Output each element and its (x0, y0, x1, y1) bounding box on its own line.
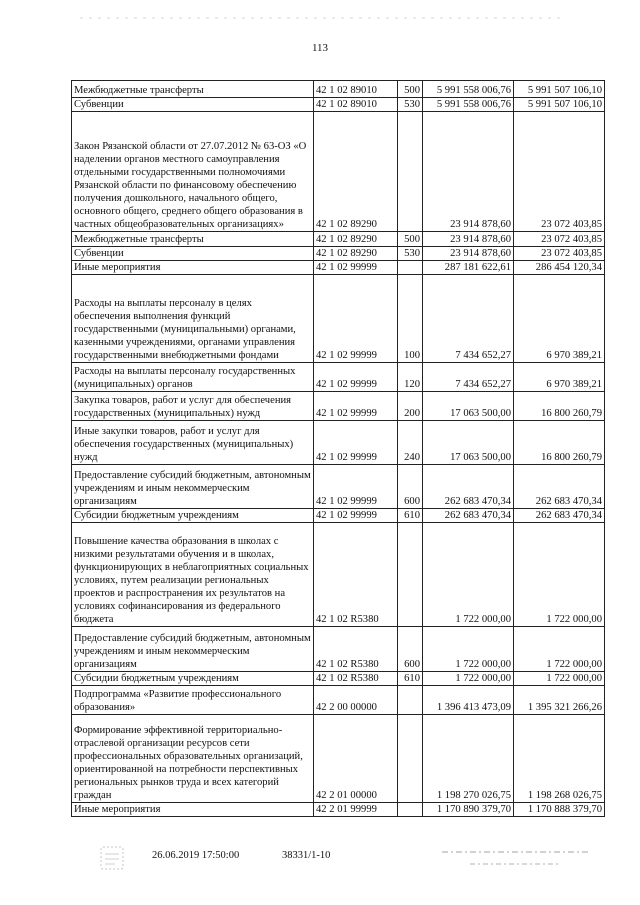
amount-executed: 6 970 389,21 (514, 275, 605, 363)
amount-2019: 287 181 622,61 (423, 261, 514, 275)
amount-executed: 23 072 403,85 (514, 232, 605, 247)
amount-executed: 16 800 260,79 (514, 392, 605, 421)
budget-table (71, 80, 605, 817)
amount-executed: 286 454 120,34 (514, 261, 605, 275)
amount-executed: 262 683 470,34 (514, 509, 605, 523)
amount-executed: 1 170 888 379,70 (514, 803, 605, 817)
target-article-code: 42 1 02 99999 (314, 421, 398, 465)
expense-type: 500 (398, 232, 423, 247)
amount-2019: 7 434 652,27 (423, 275, 514, 363)
expense-type: 500 (398, 81, 423, 98)
row-name: Субсидии бюджетным учреждениям (72, 509, 314, 523)
row-name: Межбюджетные трансферты (72, 232, 314, 247)
table-row (72, 98, 605, 112)
amount-2019: 1 722 000,00 (423, 627, 514, 672)
target-article-code: 42 1 02 99999 (314, 465, 398, 509)
expense-type (398, 112, 423, 232)
amount-2019: 1 198 270 026,75 (423, 715, 514, 803)
expense-type (398, 803, 423, 817)
amount-2019: 23 914 878,60 (423, 247, 514, 261)
amount-2019: 7 434 652,27 (423, 363, 514, 392)
amount-2019: 23 914 878,60 (423, 232, 514, 247)
target-article-code: 42 1 02 R5380 (314, 523, 398, 627)
expense-type: 120 (398, 363, 423, 392)
amount-2019: 262 683 470,34 (423, 465, 514, 509)
target-article-code: 42 1 02 R5380 (314, 627, 398, 672)
page-number: 113 (311, 42, 329, 54)
footer-doc-number: 38331/1-10 (282, 850, 331, 861)
amount-executed: 6 970 389,21 (514, 363, 605, 392)
scan-artifact-top (80, 6, 560, 8)
expense-type (398, 261, 423, 275)
expense-type: 240 (398, 421, 423, 465)
amount-executed: 1 722 000,00 (514, 627, 605, 672)
target-article-code: 42 2 00 00000 (314, 686, 398, 715)
target-article-code: 42 1 02 99999 (314, 509, 398, 523)
amount-executed: 5 991 507 106,10 (514, 98, 605, 112)
amount-2019: 1 722 000,00 (423, 672, 514, 686)
expense-type (398, 715, 423, 803)
target-article-code: 42 1 02 99999 (314, 363, 398, 392)
table-row (72, 363, 605, 392)
stamp-mark-icon (95, 844, 129, 872)
row-name: Межбюджетные трансферты (72, 81, 314, 98)
target-article-code: 42 1 02 89290 (314, 247, 398, 261)
row-name: Предоставление субсидий бюджетным, автономным учреждениям и иным некоммерческим организациям (72, 627, 314, 672)
expense-type: 600 (398, 465, 423, 509)
row-name: Подпрограмма «Развитие профессионального образования» (72, 686, 314, 715)
table-row (72, 421, 605, 465)
table-row (72, 715, 605, 803)
expense-type: 610 (398, 672, 423, 686)
target-article-code: 42 1 02 99999 (314, 392, 398, 421)
table-row (72, 392, 605, 421)
amount-2019: 1 396 413 473,09 (423, 686, 514, 715)
row-name: Иные закупки товаров, работ и услуг для обеспечения государственных (муниципальных) нужд (72, 421, 314, 465)
table-row (72, 232, 605, 247)
row-name: Субвенции (72, 98, 314, 112)
expense-type: 610 (398, 509, 423, 523)
amount-2019: 5 991 558 006,76 (423, 98, 514, 112)
table-row (72, 509, 605, 523)
amount-2019: 17 063 500,00 (423, 392, 514, 421)
expense-type: 100 (398, 275, 423, 363)
target-article-code: 42 1 02 89010 (314, 81, 398, 98)
row-name: Субвенции (72, 247, 314, 261)
expense-type: 600 (398, 627, 423, 672)
amount-2019: 23 914 878,60 (423, 112, 514, 232)
amount-2019: 17 063 500,00 (423, 421, 514, 465)
footer-datetime: 26.06.2019 17:50:00 (152, 850, 240, 861)
target-article-code: 42 1 02 99999 (314, 261, 398, 275)
amount-2019: 1 170 890 379,70 (423, 803, 514, 817)
table-row (72, 686, 605, 715)
table-row (72, 803, 605, 817)
amount-2019: 1 722 000,00 (423, 523, 514, 627)
amount-executed: 5 991 507 106,10 (514, 81, 605, 98)
target-article-code: 42 2 01 99999 (314, 803, 398, 817)
faded-stamp-icon (440, 846, 590, 872)
amount-executed: 16 800 260,79 (514, 421, 605, 465)
expense-type: 530 (398, 247, 423, 261)
expense-type: 200 (398, 392, 423, 421)
row-name: Расходы на выплаты персоналу в целях обеспечения выполнения функций государственными (муниципальными) органами, казенными учреждениями, органами управления государственными внебюджетными фондами (72, 275, 314, 363)
table-row (72, 112, 605, 232)
target-article-code: 42 2 01 00000 (314, 715, 398, 803)
expense-type: 530 (398, 98, 423, 112)
footer (0, 850, 640, 880)
row-name: Закупка товаров, работ и услуг для обеспечения государственных (муниципальных) нужд (72, 392, 314, 421)
table-row (72, 672, 605, 686)
row-name: Повышение качества образования в школах с низкими результатами обучения и в школах, функционирующих в неблагоприятных социальных условиях, путем реализации региональных проектов и распространения их результатов на условиях софинансирования из федерального бюджета (72, 523, 314, 627)
table-row (72, 523, 605, 627)
row-name: Иные мероприятия (72, 803, 314, 817)
table-row (72, 261, 605, 275)
amount-executed: 23 072 403,85 (514, 247, 605, 261)
amount-2019: 5 991 558 006,76 (423, 81, 514, 98)
table-row (72, 81, 605, 98)
row-name: Субсидии бюджетным учреждениям (72, 672, 314, 686)
target-article-code: 42 1 02 R5380 (314, 672, 398, 686)
table-row (72, 247, 605, 261)
table-row (72, 627, 605, 672)
amount-executed: 1 722 000,00 (514, 523, 605, 627)
expense-type (398, 686, 423, 715)
row-name: Предоставление субсидий бюджетным, автономным учреждениям и иным некоммерческим организациям (72, 465, 314, 509)
target-article-code: 42 1 02 89010 (314, 98, 398, 112)
table-row (72, 275, 605, 363)
row-name: Формирование эффективной территориально-отраслевой организации ресурсов сети профессиональных образовательных организаций, ориентированной на потребности перспективных региональных рынков труда и всех категорий граждан (72, 715, 314, 803)
amount-executed: 1 395 321 266,26 (514, 686, 605, 715)
expense-type (398, 523, 423, 627)
target-article-code: 42 1 02 89290 (314, 232, 398, 247)
amount-executed: 23 072 403,85 (514, 112, 605, 232)
amount-executed: 1 722 000,00 (514, 672, 605, 686)
target-article-code: 42 1 02 89290 (314, 112, 398, 232)
row-name: Иные мероприятия (72, 261, 314, 275)
table-row (72, 465, 605, 509)
row-name: Расходы на выплаты персоналу государственных (муниципальных) органов (72, 363, 314, 392)
amount-executed: 262 683 470,34 (514, 465, 605, 509)
row-name: Закон Рязанской области от 27.07.2012 № 63-ОЗ «О наделении органов местного самоуправления отдельными государственными полномочиями Рязанской области по финансовому обеспечению получения дошкольного, начального общего, основного общего, среднего общего образования в частных общеобразовательных организациях» (72, 112, 314, 232)
amount-executed: 1 198 268 026,75 (514, 715, 605, 803)
amount-2019: 262 683 470,34 (423, 509, 514, 523)
target-article-code: 42 1 02 99999 (314, 275, 398, 363)
